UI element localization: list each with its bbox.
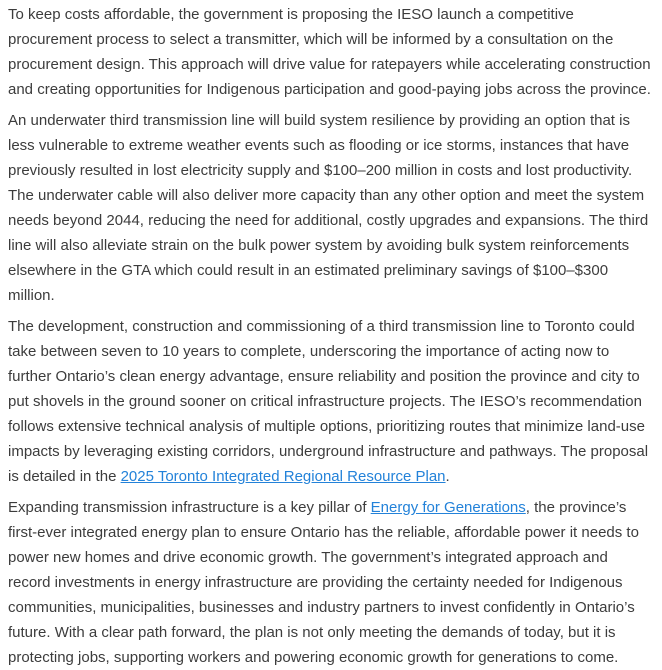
paragraph-4	[8, 495, 654, 670]
paragraph-3	[8, 314, 654, 489]
paragraph-3-text-after-link: .	[445, 468, 450, 485]
link-energy-for-generations[interactable]: Energy for Generations	[370, 499, 526, 516]
paragraph-3-text-before-link: The development, construction and commissioning of a third transmission line to Toronto could take between seven to 10 years to complete, underscoring the importance of acting now to further Ontario’s clean energy advantage, ensure reliability and position the province and city to put shovels in the ground sooner on critical infrastructure projects. The IESO’s recommendation follows extensive technical analysis of multiple options, prioritizing routes that minimize land-use impacts by leveraging existing corridors, underground infrastructure and pathways. The proposal is detailed in the	[8, 318, 649, 485]
link-2025-toronto-integrated-regional-resource-plan[interactable]: 2025 Toronto Integrated Regional Resource Plan	[120, 468, 446, 485]
paragraph-4-text-before-link: Expanding transmission infrastructure is a key pillar of	[8, 499, 371, 516]
paragraph-2	[8, 108, 654, 308]
paragraph-2-text: An underwater third transmission line will build system resilience by providing an option that is less vulnerable to extreme weather events such as flooding or ice storms, instances that have previously resulted in lost electricity supply and $100–200 million in costs and lost productivity. The underwater cable will also deliver more capacity than any other option and meet the system needs beyond 2044, reducing the need for additional, costly upgrades and expansions. The third line will also alleviate strain on the bulk power system by avoiding bulk system reinforcements elsewhere in the GTA which could result in an estimated preliminary savings of $100–$300 million.	[8, 112, 649, 304]
paragraph-4-text-after-link: , the province’s first-ever integrated energy plan to ensure Ontario has the reliable, affordable power it needs to power new homes and drive economic growth. The government’s integrated approach and record investments in energy infrastructure are providing the certainty needed for Indigenous communities, municipalities, businesses and industry partners to invest confidently in Ontario’s future. With a clear path forward, the plan is not only meeting the demands of today, but it is protecting jobs, supporting workers and powering economic growth for generations to come.	[8, 499, 639, 666]
paragraph-1	[8, 2, 654, 102]
paragraph-1-text: To keep costs affordable, the government is proposing the IESO launch a competitive procurement process to select a transmitter, which will be informed by a consultation on the procurement design. This approach will drive value for ratepayers while accelerating construction and creating opportunities for Indigenous participation and good-paying jobs across the province.	[8, 6, 651, 98]
